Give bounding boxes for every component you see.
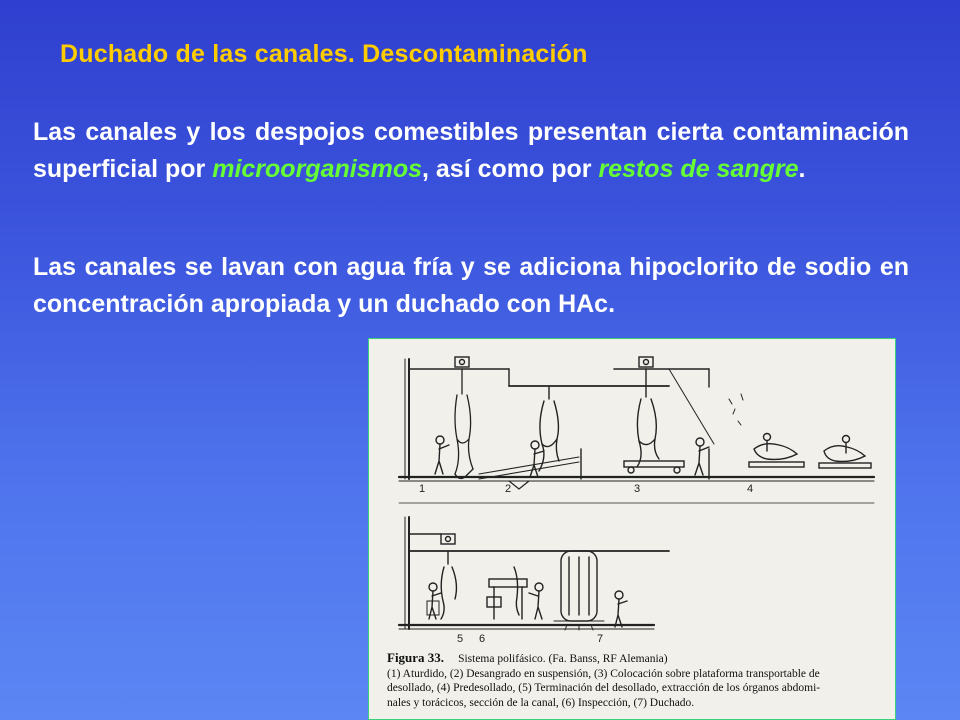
caption-title: Sistema polifásico. (Fa. Banss, RF Alemania) [458,653,668,665]
stage-number: 1 [419,483,426,495]
paragraph-contamination [33,114,909,188]
stage-number: 2 [505,483,512,495]
stage-number: 3 [634,483,641,495]
highlight-blood-remains: restos de sangre [598,155,799,183]
stage-number: 5 [457,633,464,645]
figure-polyphasic-system [368,338,896,720]
caption-heading [387,651,893,667]
stage-number: 6 [479,633,486,645]
caption-label: Figura 33. [387,650,445,665]
figure-caption [387,651,893,710]
paragraph-text: , así como por [422,155,599,183]
caption-line: nales y torácicos, sección de la canal, (6) Inspección, (7) Duchado. [387,696,695,709]
slaughter-line-illustration [369,339,896,649]
slide-title: Duchado de las canales. Descontaminación [60,40,588,68]
pulley-icon [455,357,469,367]
stage-number: 4 [747,483,754,495]
highlight-microorganisms: microorganismos [212,155,422,183]
stage-number: 7 [597,633,604,645]
caption-line: (1) Aturdido, (2) Desangrado en suspensión, (3) Colocación sobre plataforma transportable de [387,667,820,680]
paragraph-washing: Las canales se lavan con agua fría y se adiciona hipoclorito de sodio en concentración apropiada y un duchado con HAc. [33,253,909,318]
paragraph-text: Las canales y los despojos comestibles presentan cierta contaminación superficial por [33,118,909,183]
paragraph-text: . [798,155,806,183]
caption-line: desollado, (4) Predesollado, (5) Terminación del desollado, extracción de los órganos abdomi- [387,682,821,695]
